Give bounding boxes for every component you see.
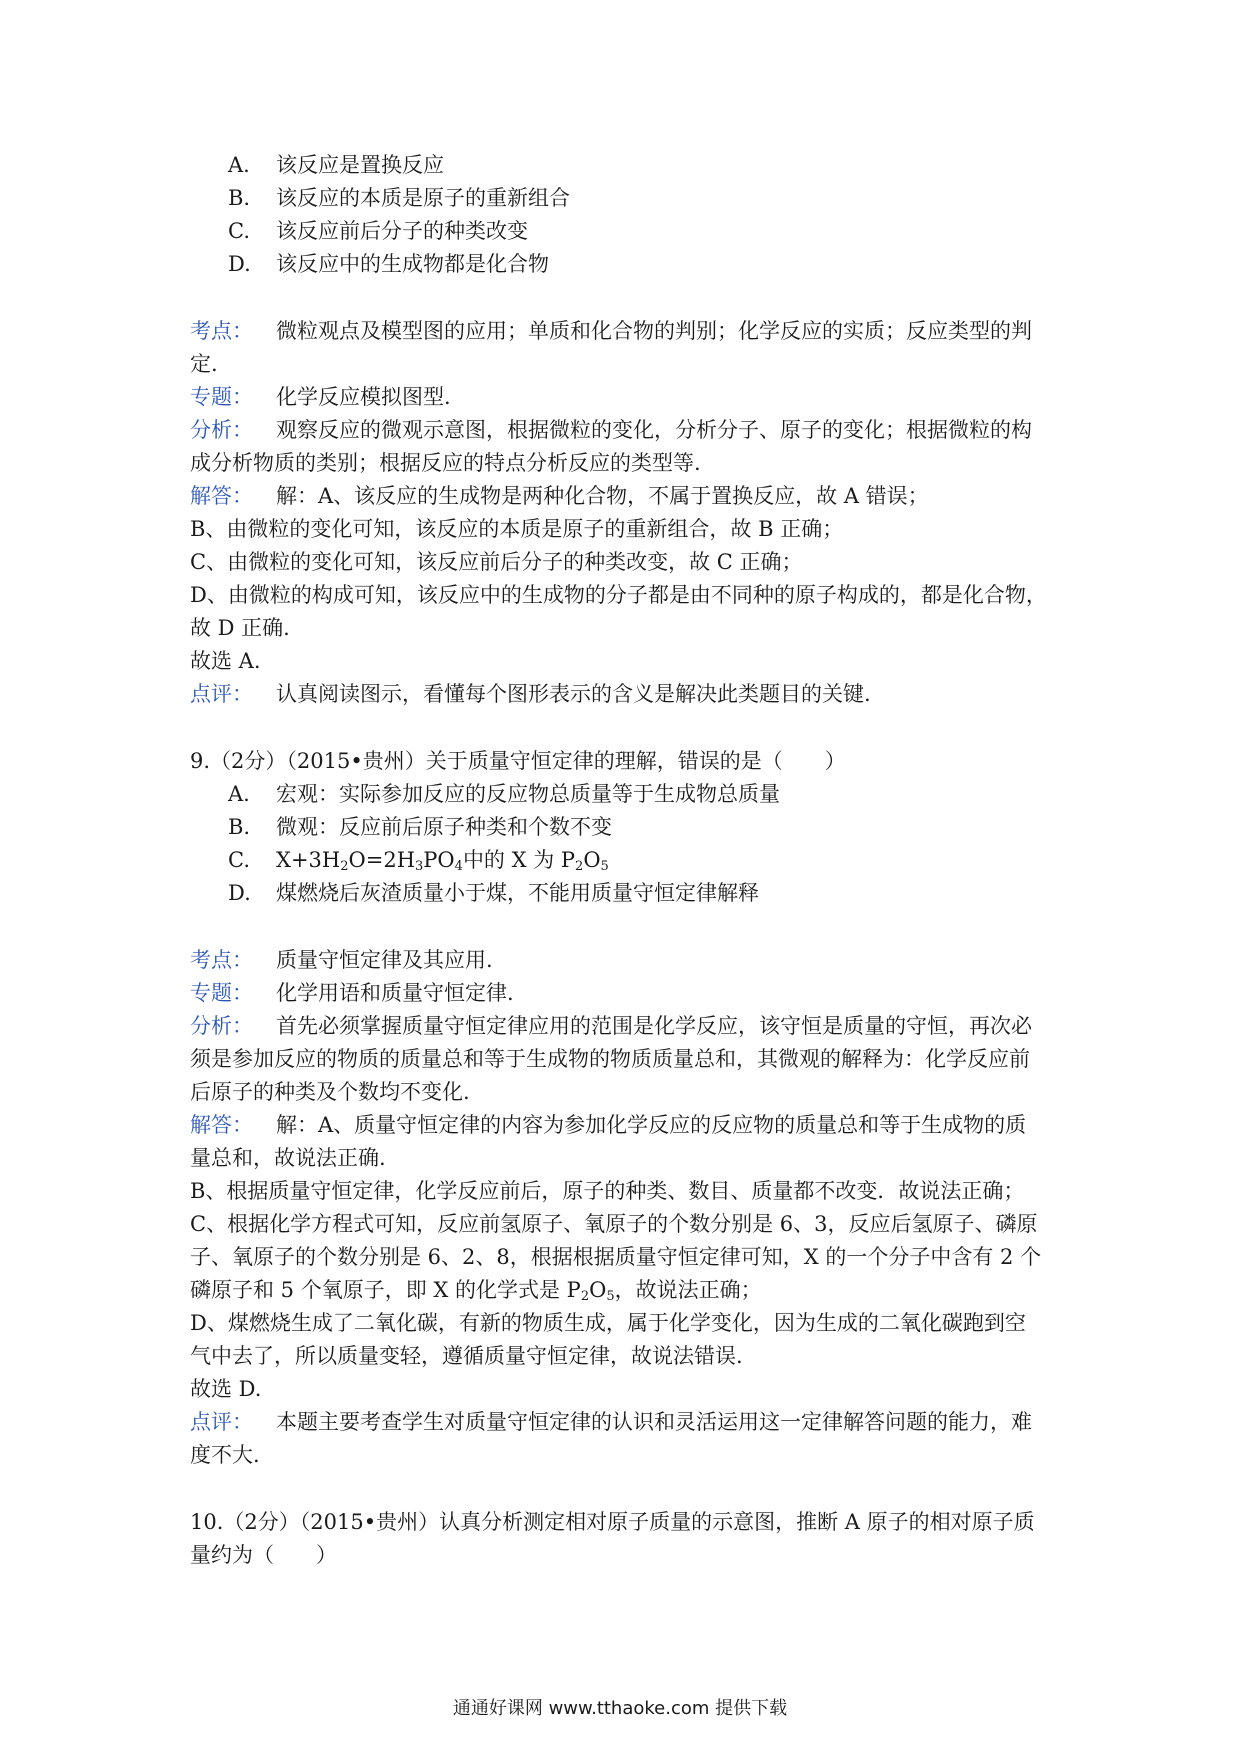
zhuanti-label: 专题：: [190, 385, 253, 409]
jieda-label: 解答：: [190, 484, 253, 508]
dianping-label: 点评：: [190, 1410, 253, 1434]
kaodian-label: 考点：: [190, 319, 253, 343]
jieda-label: 解答：: [190, 1113, 253, 1137]
dianping-label: 点评：: [190, 682, 253, 706]
chemical-equation: $X+3H_2O=2H_3PO_4$中的 X 为 $P_2O_5$: [276, 848, 609, 874]
page-footer: 通通好课网 www.tthaoke.com 提供下载: [452, 1698, 788, 1719]
kaodian-label: 考点：: [190, 948, 253, 972]
document-page: A. 该反应是置换反应 B. 该反应的本质是原子的重新组合 C. 该反应前后分子的种类改变 D. 该反应中的生成物都是化合物 考点： 微粒观点及模型图的应用；单质和化合物的判别；化学反应的实质；反应类型的判 定. 专题： 化学反应模拟图型. 分析： 观察反应的微观示意图，根据微粒的变化，分析分子、原子的变化；根据微粒的构 成分析物质的类别；根据反应的特点分析反应的类型等. 解答： 解：A、该反应的生成物是两种化合物，不属于置换反应，故 A 错误； B、由微粒的变化可知，该反应的本质是原子的重新组合，故 B 正确； C、由微粒的变化可知，该反应前后分子的种类改变，故 C 正确； D、由微粒的构成可知，该反应中的生成物的分子都是由不同种的原子构成的，都是化合物， 故 D 正确. 故选 A. 点评： 认真阅读图示，看懂每个图形表示的含义是解决此类题目的关键. 9.（2分）（2015•贵州）关于质量守恒定律的理解，错误的是（ ） A. 宏观：实际参加反应的反应物总质量等于生成物总质量 B. 微观：反应前后原子种类和个数不变 C. $X+3H_2O=2H_3PO_4$中的 X 为 $P_2O_5$ D. 煤燃烧后灰渣质量小于煤，不能用质量守恒定律解释 考点： 质量守恒定律及其应用. 专题： 化学用语和质量守恒定律. 分析： 首先必须掌握质量守恒定律应用的范围是化学反应，该守恒是质量的守恒，再次必 须是参加反应的物质的质量总和等于生成物的物质质量总和，其微观的解释为：化学反应前 后原子的种类及个数均不变化. 解答： 解：A、质量守恒定律的内容为参加化学反应的反应物的质量总和等于生成物的质 量总和，故说法正确. B、根据质量守恒定律，化学反应前后，原子的种类、数目、质量都不改变．故说法正确； C、根据化学方程式可知，反应前氢原子、氧原子的个数分别是 6、3，反应后氢原子、磷原 子、氧原子的个数分别是 6、2、8，根据根据质量守恒定律可知，X 的一个分子中含有 2 个 磷原子和 5 个氧原子，即 X 的化学式是 $P_2O_5$，故说法正确； D、煤燃烧生成了二氧化碳，有新的物质生成，属于化学变化，因为生成的二氧化碳跑到空 气中去了，所以质量变轻，遵循质量守恒定律，故说法错误. 故选 D. 点评： 本题主要考查学生对质量守恒定律的认识和灵活运用这一定律解答问题的能力，难 度不大. 10.（2分）（2015•贵州）认真分析测定相对原子质量的示意图，推断 A 原子的相对原子质 量约为（ ） 通通好课网 www.tthaoke.com 提供下载: [0, 0, 1240, 1754]
zhuanti-label: 专题：: [190, 981, 253, 1005]
fenxi-label: 分析：: [190, 418, 253, 442]
fenxi-label: 分析：: [190, 1014, 253, 1038]
